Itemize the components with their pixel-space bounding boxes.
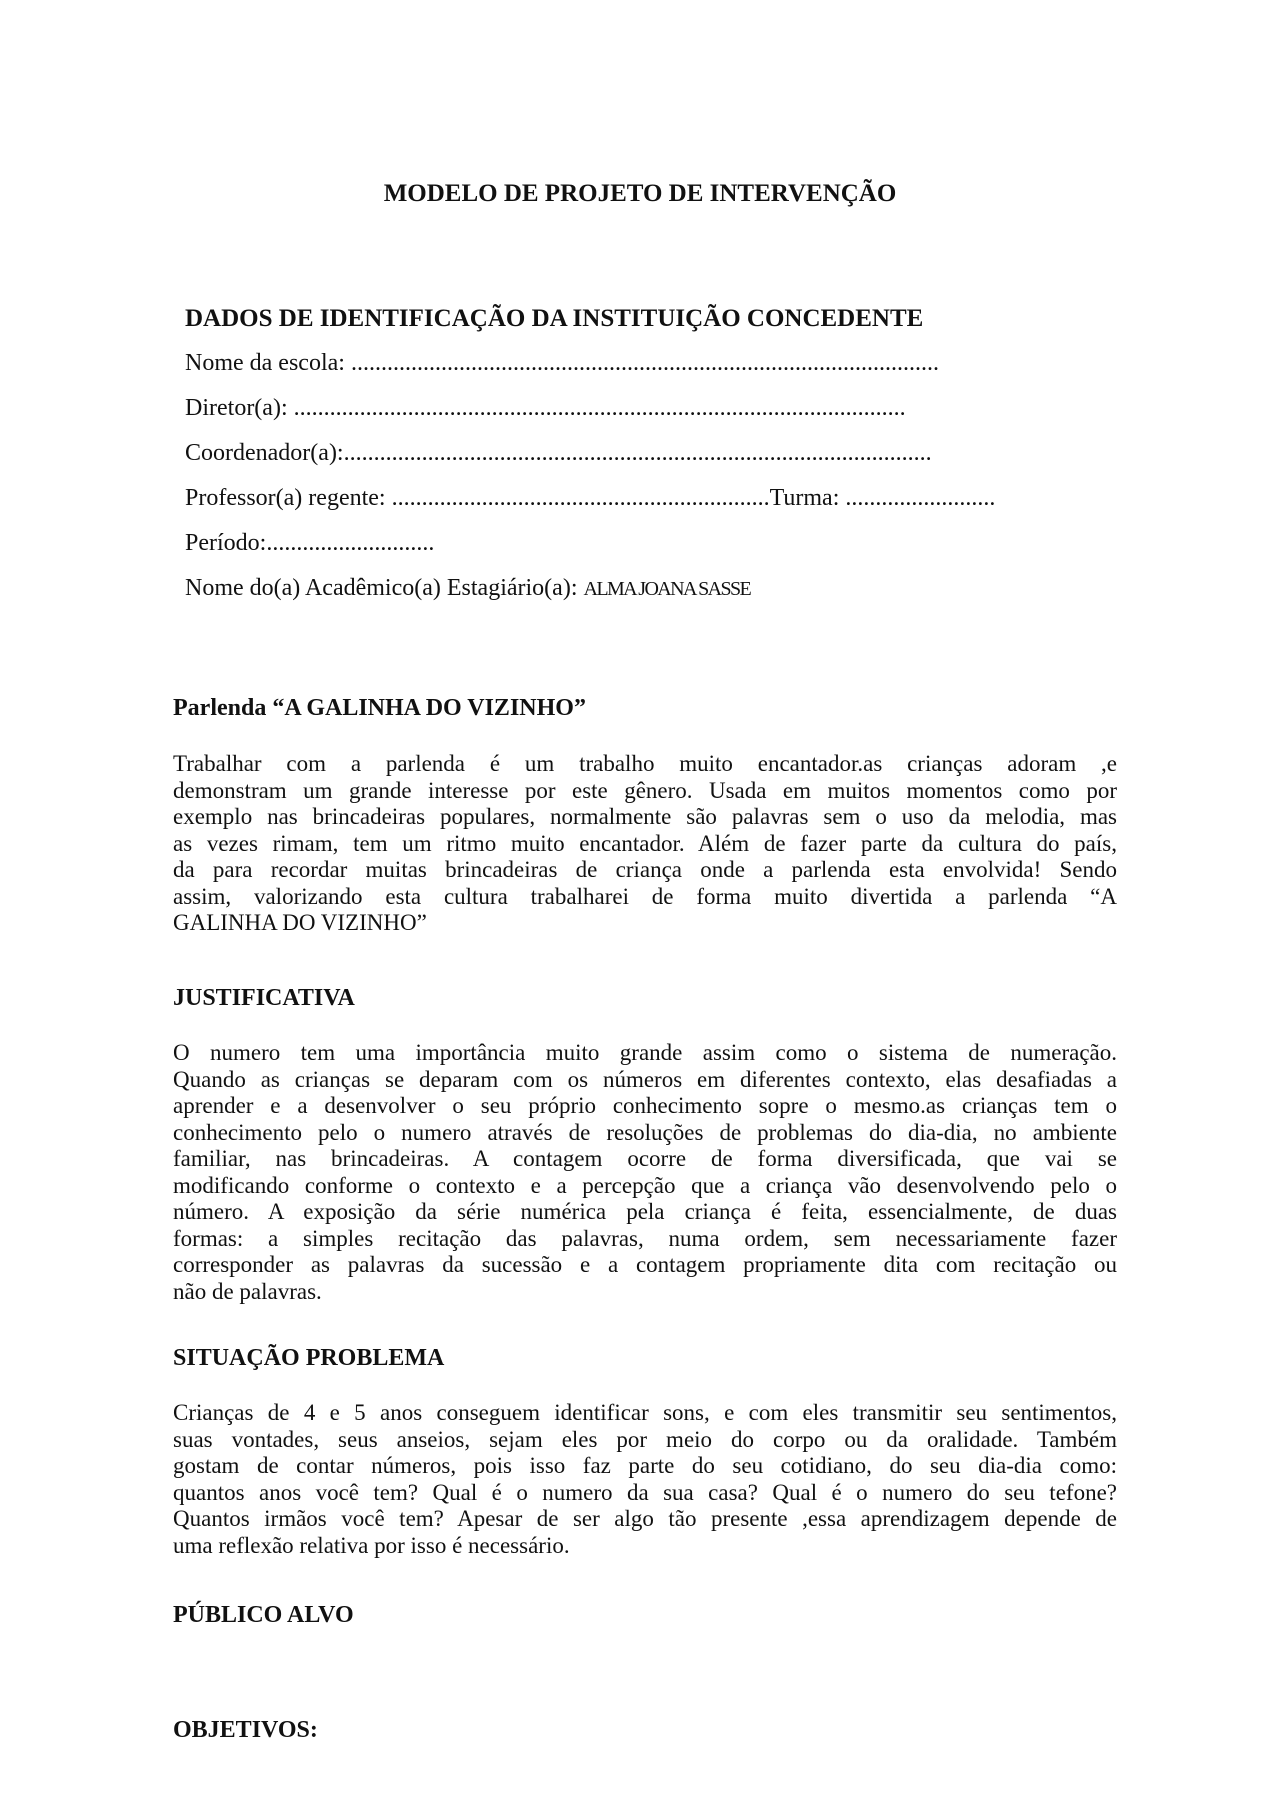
paragraph-line: aprender e a desenvolver o seu próprio conhecimento sopre o mesmo.as crianças tem o xyxy=(173,1093,1117,1118)
period-field: Período:............................ xyxy=(185,530,435,556)
paragraph-line: exemplo nas brincadeiras populares, normalmente são palavras sem o uso da melodia, mas xyxy=(173,804,1117,829)
problem-paragraph xyxy=(173,1400,1117,1559)
paragraph-line: modificando conforme o contexto e a percepção que a criança vão desenvolvendo pelo o xyxy=(173,1172,1117,1198)
paragraph-line: formas: a simples recitação das palavras, numa ordem, sem necessariamente fazer xyxy=(173,1225,1117,1251)
paragraph-line: familiar, nas brincadeiras. A contagem ocorre de forma diversificada, que vai se xyxy=(173,1146,1117,1171)
paragraph-line: as vezes rimam, tem um ritmo muito encantador. Além de fazer parte da cultura do país, xyxy=(173,830,1117,856)
paragraph-line: Crianças de 4 e 5 anos conseguem identificar sons, e com eles transmitir seu sentimentos, xyxy=(173,1400,1117,1425)
paragraph-line: O numero tem uma importância muito grande assim como o sistema de numeração. xyxy=(173,1040,1117,1065)
paragraph-line: conhecimento pelo o numero através de resoluções de problemas do dia-dia, no ambiente xyxy=(173,1119,1117,1145)
student-name: ALMA JOANA SASSE xyxy=(583,578,751,600)
paragraph-line: GALINHA DO VIZINHO” xyxy=(173,910,427,935)
student-field xyxy=(185,575,750,602)
paragraph-line: não de palavras. xyxy=(173,1278,322,1304)
paragraph-line: corresponder as palavras da sucessão e a contagem propriamente dita com recitação ou xyxy=(173,1252,1117,1277)
paragraph-line: Quando as crianças se deparam com os números em diferentes contexto, elas desafiadas a xyxy=(173,1066,1117,1092)
problem-heading: SITUAÇÃO PROBLEMA xyxy=(173,1345,445,1371)
teacher-field: Professor(a) regente: ...............................................................Turma: ......................... xyxy=(185,485,996,511)
paragraph-line: número. A exposição da série numérica pela criança é feita, essencialmente, de duas xyxy=(173,1199,1117,1224)
director-field: Diretor(a): ...................................................................................................... xyxy=(185,395,906,421)
paragraph-line: uma reflexão relativa por isso é necessário. xyxy=(173,1532,570,1558)
coordinator-field: Coordenador(a):.................................................................................................. xyxy=(185,440,932,466)
intro-heading: Parlenda “A GALINHA DO VIZINHO” xyxy=(173,695,586,721)
school-name-field: Nome da escola: .................................................................................................. xyxy=(185,350,939,376)
paragraph-line: quantos anos você tem? Qual é o numero da sua casa? Qual é o numero do seu tefone? xyxy=(173,1479,1117,1505)
justification-heading: JUSTIFICATIVA xyxy=(173,985,355,1011)
paragraph-line: assim, valorizando esta cultura trabalharei de forma muito divertida a parlenda “A xyxy=(173,883,1117,909)
paragraph-line: Trabalhar com a parlenda é um trabalho muito encantador.as crianças adoram ,e xyxy=(173,751,1117,776)
justification-paragraph xyxy=(173,1040,1117,1305)
audience-heading: PÚBLICO ALVO xyxy=(173,1602,354,1628)
objectives-heading: OBJETIVOS: xyxy=(173,1717,318,1743)
paragraph-line: da para recordar muitas brincadeiras de criança onde a parlenda esta envolvida! Sendo xyxy=(173,857,1117,882)
identification-heading: DADOS DE IDENTIFICAÇÃO DA INSTITUIÇÃO CONCEDENTE xyxy=(185,305,924,332)
intro-paragraph xyxy=(173,751,1117,937)
paragraph-line: suas vontades, seus anseios, sejam eles por meio do corpo ou da oralidade. Também xyxy=(173,1426,1117,1452)
paragraph-line: Quantos irmãos você tem? Apesar de ser algo tão presente ,essa aprendizagem depende de xyxy=(173,1506,1117,1531)
student-label: Nome do(a) Acadêmico(a) Estagiário(a): xyxy=(185,575,584,601)
paragraph-line: demonstram um grande interesse por este gênero. Usada em muitos momentos como por xyxy=(173,777,1117,803)
page-title: MODELO DE PROJETO DE INTERVENÇÃO xyxy=(383,180,897,207)
paragraph-line: gostam de contar números, pois isso faz parte do seu cotidiano, do seu dia-dia como: xyxy=(173,1453,1117,1478)
